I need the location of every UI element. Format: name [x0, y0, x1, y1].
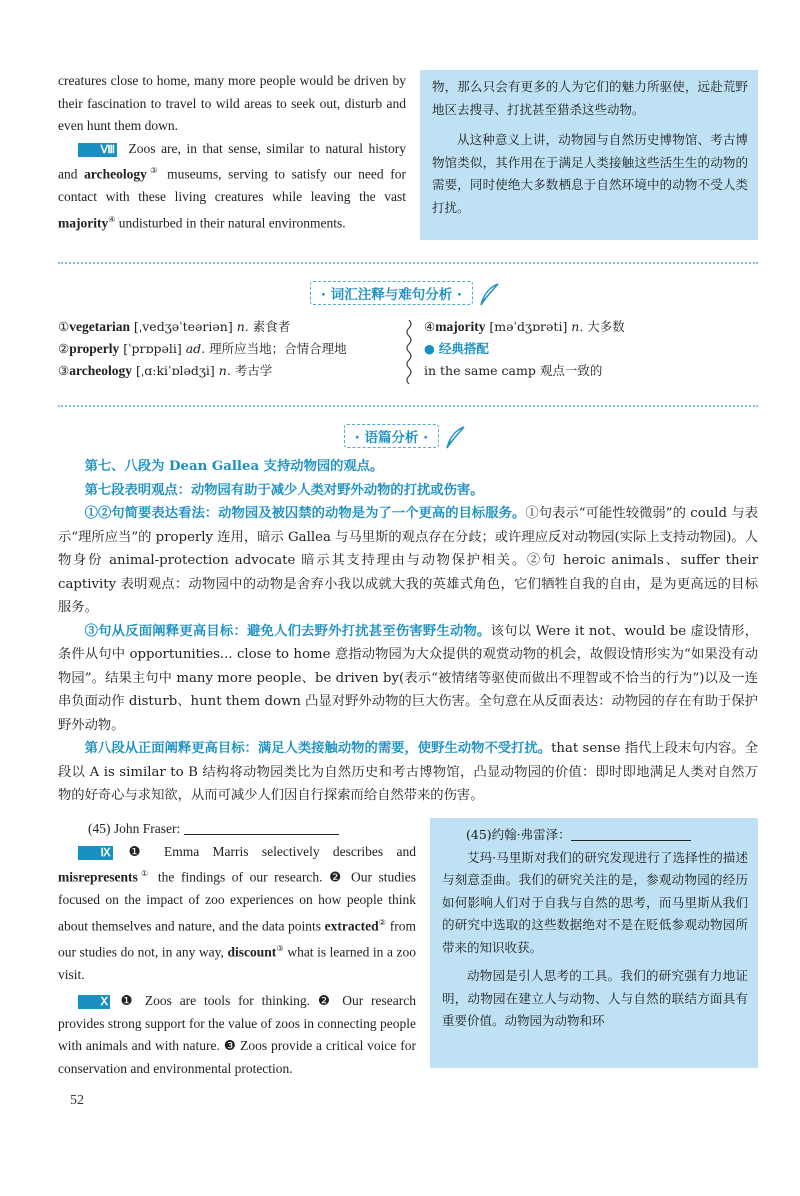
- question-45-label-cn: (45)约翰·弗雷泽：: [442, 824, 748, 847]
- paragraph-marker: Ⅹ: [78, 995, 110, 1009]
- page-number: 52: [70, 1093, 84, 1108]
- vocab-section-header: [290, 281, 520, 307]
- vocab-word: discount: [227, 944, 277, 959]
- vocab-left-column: [58, 316, 398, 382]
- collocation-item: in the same camp 观点一致的: [424, 363, 603, 378]
- top-translation-box: [420, 70, 758, 240]
- divider: [58, 405, 758, 407]
- paragraph-9: Ⅸ ❶ Emma Marris selectively describes and misrepresents① the findings of our research. ❷ Our studies focused on the impact of zoo experiences on how people think about themselves and nature, and the data points extracted② from our studies do not, in any way, discount③ what is learned in a zoo visit.: [58, 843, 417, 982]
- vocab-word: majority: [58, 215, 109, 230]
- translation-paragraph: 动物园是引人思考的工具。我们的研究强有力地证明，动物园在建立人与动物、人与自然的联结方面具有重要价值。动物园为动物和环: [442, 968, 748, 1028]
- translation-paragraph: 艾玛·马里斯对我们的研究发现进行了选择性的描述与刻意歪曲。我们的研究关注的是，参观动物园的经历如何影响人们对于自我与自然的思考，而马里斯从我们的研究中选取的这些数据绝对不是在贬低参观动物园所带来的知识收获。: [442, 849, 748, 955]
- divider: [58, 262, 758, 264]
- analysis-heading: 第七段表明观点：动物园有助于减少人类对野外动物的打扰或伤害。: [84, 482, 484, 498]
- paragraph-10: Ⅹ ❶ Zoos are tools for thinking. ❷ Our research provides strong support for the value of zoos in connecting people with animals and with nature. ❸ Zoos provide a critical voice for conservation and environmental protection.: [58, 993, 416, 1076]
- analysis-body: [58, 455, 758, 808]
- analysis-section-header: [320, 424, 490, 450]
- vocab-right-column: [424, 316, 754, 382]
- translation-paragraph: 物，那么只会有更多的人为它们的魅力所驱使，远赴荒野地区去搜寻、打扰甚至猎杀这些动物。: [432, 79, 748, 117]
- quill-icon: [444, 426, 466, 450]
- translation-paragraph: 从这种意义上讲，动物园与自然历史博物馆、考古博物馆类似，其作用在于满足人类接触这些活生生的动物的需要，同时使绝大多数栖息于自然环境中的动物不受人类打扰。: [432, 132, 748, 215]
- vocab-item: ①vegetarian [ˌvedʒəˈteəriən] n. 素食者: [58, 319, 291, 334]
- paragraph-7-end: creatures close to home, many more people would be driven by their fascination to travel to wild areas to seek out, disturb and even hunt them down.: [58, 73, 406, 133]
- vocab-word: misrepresents: [58, 869, 138, 885]
- top-english-column: [58, 70, 406, 235]
- paragraph-marker: Ⅸ: [78, 846, 112, 860]
- answer-blank-cn[interactable]: [571, 826, 691, 841]
- analysis-heading: 第七、八段为 Dean Gallea 支持动物园的观点。: [84, 459, 384, 474]
- paragraph-marker: Ⅷ: [78, 143, 117, 157]
- section-title: · 词汇注释与难句分析 ·: [310, 281, 473, 305]
- analysis-paragraph: ①②句简要表达看法：动物园及被囚禁的动物是为了一个更高的目标服务。①句表示“可能性较微弱”的 could 与表示“理所应当”的 properly 连用，暗示 Gallea 与马里斯的观点存在分歧；或许理应反对动物园(实际上支持动物园)。人物身份 animal-protection advocate 暗示其支持理由与动物保护相关。②句 heroic animals、suffer their captivity 表明观点：动物园中的动物是舍弃小我以成就大我的英雄式角色，它们牺牲自我的自由，是为更高远的目标服务。: [58, 506, 758, 615]
- paragraph-8: Ⅷ Zoos are, in that sense, similar to natural history and archeology③ museums, serving to satisfy our need for contact with these living creatures while leaving the vast majority④ undisturbed in their natural environments.: [58, 140, 406, 230]
- vocab-word: archeology: [84, 166, 147, 182]
- vocab-item: ③archeology [ˌɑːkiˈɒlədʒi] n. 考古学: [58, 363, 273, 378]
- vocab-item: ②properly [ˈprɒpəli] ad. 理所应当地；合情合理地: [58, 341, 347, 356]
- analysis-paragraph: ③句从反面阐释更高目标：避免人们去野外打扰甚至伤害野生动物。该句以 Were it not、would be 虚设情形，条件从句中 opportunities... close to home 意指动物园为大众提供的观赏动物的机会，故假设情形实为“如果没有动物园”。结果主句中 many more people、be driven by(表示“被情绪等驱使而做出不理智或不恰当的行为”)以及一连串负面动作 disturb、hunt them down 凸显对野外动物的巨大伤害。全句意在从反面表达：动物园的存在有助于保护野外动物。: [58, 623, 759, 733]
- vocab-word: extracted: [324, 918, 379, 933]
- section-title: · 语篇分析 ·: [344, 424, 440, 448]
- collocation-heading: ● 经典搭配: [424, 341, 489, 356]
- wavy-divider-icon: [404, 320, 414, 386]
- question-45-label: (45) John Fraser:: [58, 818, 416, 841]
- quill-icon: [478, 283, 500, 307]
- bottom-translation-box: [430, 818, 758, 1068]
- bottom-english-column: [58, 818, 416, 1080]
- bullet-icon: ●: [424, 341, 435, 356]
- vocab-item: ④majority [məˈdʒɒrəti] n. 大多数: [424, 319, 625, 334]
- answer-blank[interactable]: [184, 820, 339, 835]
- analysis-paragraph: 第八段从正面阐释更高目标：满足人类接触动物的需要，使野生动物不受打扰。that sense 指代上段末句内容。全段以 A is similar to B 结构将动物园类比为自然历史和考古博物馆，凸显动物园的价值：即时即地满足人类对自然万物的好奇心与求知欲，从而可减少人们因自行探索而给自然带来的伤害。: [58, 741, 758, 803]
